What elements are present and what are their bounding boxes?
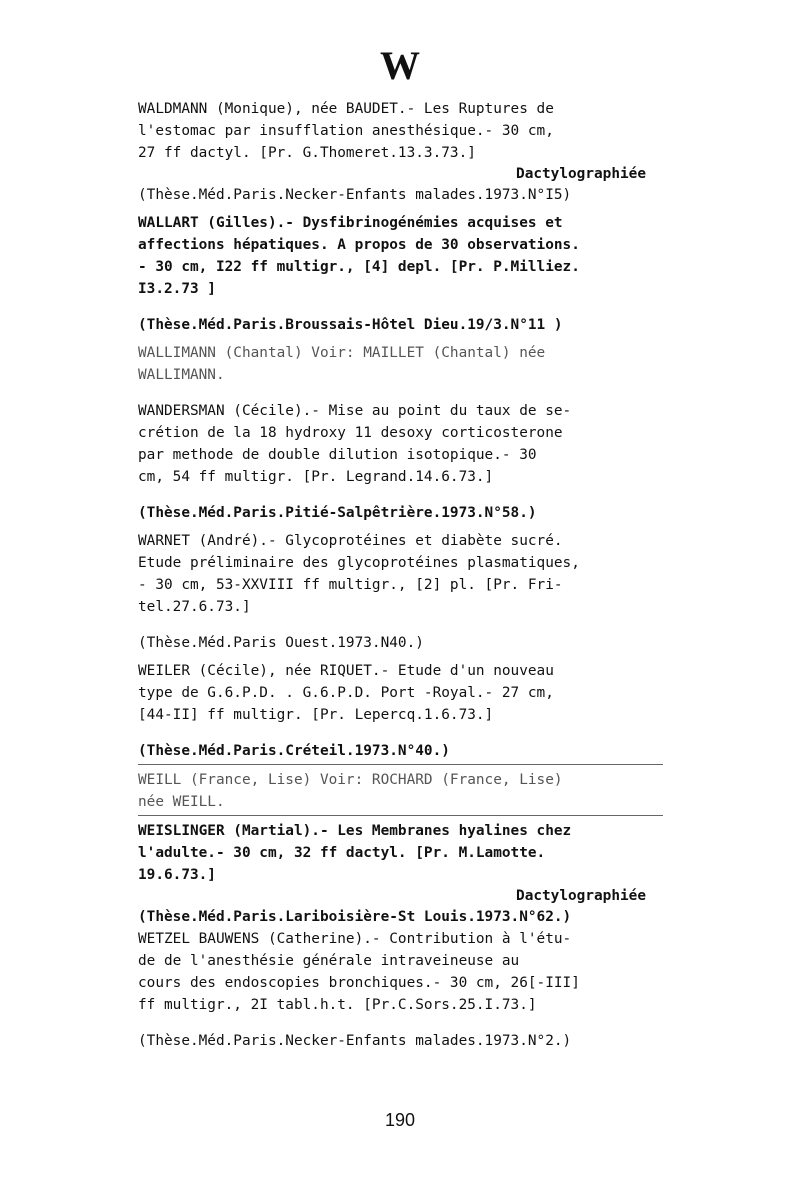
- entry-reference: (Thèse.Méd.Paris.Necker-Enfants malades.1973.N°2.): [138, 1033, 572, 1049]
- entry-wallart: WALLART (Gilles).- Dysfibrinogénémies acquises et affections hépatiques. A propos de 30 observations. - 30 cm, I22 ff multigr., [4] depl. [Pr. P.Milliez. I3.2.73 ]: [138, 215, 580, 297]
- entry-wallimann: WALLIMANN (Chantal) Voir: MAILLET (Chantal) née WALLIMANN.: [138, 345, 546, 383]
- entry-wetzel-bauwens: WETZEL BAUWENS (Catherine).- Contribution à l'étu- de de l'anesthésie générale intraveineuse au cours des endoscopies bronchiques.- 30 cm, 26[-III] ff multigr., 2I tabl.h.t. [Pr.C.Sors.25.I.73.]: [138, 931, 580, 1013]
- entry-reference: (Thèse.Méd.Paris.Pitié-Salpêtrière.1973.N°58.): [138, 505, 537, 521]
- entry-weiler: WEILER (Cécile), née RIQUET.- Etude d'un nouveau type de G.6.P.D. . G.6.P.D. Port -Royal.- 27 cm, [44-II] ff multigr. [Pr. Lepercq.1.6.73.]: [138, 663, 554, 723]
- page-number: 190: [384, 1110, 416, 1130]
- entry-list: [138, 98, 668, 1052]
- divider: [138, 764, 663, 765]
- entry-reference: (Thèse.Méd.Paris.Lariboisière-St Louis.1973.N°62.): [138, 909, 572, 925]
- entry-reference: (Thèse.Méd.Paris.Broussais-Hôtel Dieu.19/3.N°11 ): [138, 317, 563, 333]
- entry-note: Dactylographiée: [516, 166, 646, 182]
- entry-weill: WEILL (France, Lise) Voir: ROCHARD (France, Lise) née WEILL.: [138, 772, 563, 810]
- entry-reference: (Thèse.Méd.Paris.Créteil.1973.N°40.): [138, 743, 450, 759]
- entry-weislinger: WEISLINGER (Martial).- Les Membranes hyalines chez l'adulte.- 30 cm, 32 ff dactyl. [Pr. M.Lamotte. 19.6.73.]: [138, 823, 572, 883]
- entry-waldmann: WALDMANN (Monique), née BAUDET.- Les Ruptures de l'estomac par insufflation anesthésique.- 30 cm, 27 ff dactyl. [Pr. G.Thomeret.13.3.73.]: [138, 101, 554, 161]
- entry-note: Dactylographiée: [516, 888, 646, 904]
- entry-wandersman: WANDERSMAN (Cécile).- Mise au point du taux de se- crétion de la 18 hydroxy 11 desoxy corticosterone par methode de double dilution isotopique.- 30 cm, 54 ff multigr. [Pr. Legrand.14.6.73.]: [138, 403, 572, 485]
- divider: [138, 815, 663, 816]
- entry-reference: (Thèse.Méd.Paris.Necker-Enfants malades.1973.N°I5): [138, 187, 572, 203]
- entry-warnet: WARNET (André).- Glycoprotéines et diabète sucré. Etude préliminaire des glycoprotéines plasmatiques, - 30 cm, 53-XXVIII ff multigr., [2] pl. [Pr. Fri- tel.27.6.73.]: [138, 533, 580, 615]
- section-letter: W: [380, 43, 420, 88]
- entry-reference: (Thèse.Méd.Paris Ouest.1973.N40.): [138, 635, 424, 651]
